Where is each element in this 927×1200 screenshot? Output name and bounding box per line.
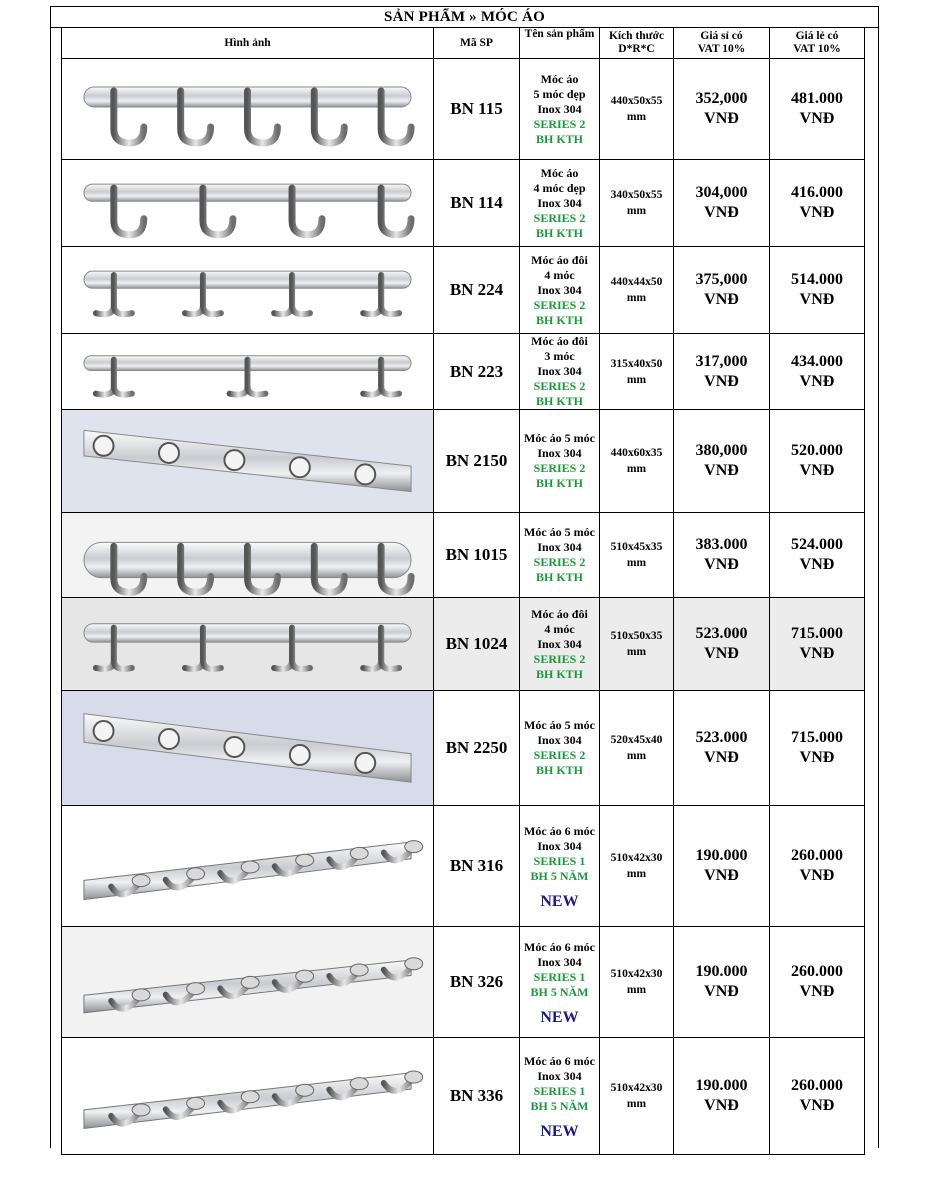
wholesale-price: 190.000 <box>695 1077 748 1094</box>
currency: VNĐ <box>704 749 739 766</box>
product-code-cell <box>434 806 520 927</box>
product-name-line: Móc áo 6 móc <box>524 823 595 838</box>
table-row <box>62 691 865 806</box>
currency: VNĐ <box>799 204 835 221</box>
warranty-label: BH KTH <box>535 666 583 681</box>
table-row <box>62 513 865 598</box>
product-size: 315x40x50 <box>610 357 663 370</box>
retail-price-cell <box>770 598 865 691</box>
warranty-label: BH KTH <box>535 225 583 240</box>
product-size-cell <box>600 59 674 160</box>
wholesale-price-cell <box>674 513 770 598</box>
wholesale-price-cell <box>674 160 770 247</box>
product-name-line: Móc áo <box>540 71 579 86</box>
product-code: BN 1024 <box>445 634 508 653</box>
product-name-line: Inox 304 <box>537 446 582 460</box>
size-unit: mm <box>626 1098 647 1110</box>
product-name-cell <box>520 806 600 927</box>
product-code: BN 224 <box>449 280 504 299</box>
series-label: SERIES 2 <box>533 379 586 393</box>
wholesale-price: 352,000 <box>695 90 748 107</box>
header-wholesale-line2: VAT 10% <box>697 43 746 55</box>
header-wholesale-line1: Giá sỉ có <box>700 30 743 42</box>
product-name-line: 5 móc dẹp <box>533 86 586 101</box>
product-size: 510x42x30 <box>610 1082 663 1094</box>
product-code-cell <box>434 927 520 1038</box>
product-code-cell <box>434 598 520 691</box>
product-code-cell <box>434 334 520 410</box>
retail-price: 715.000 <box>791 729 843 746</box>
table-row <box>62 806 865 927</box>
product-image-cell <box>62 334 434 410</box>
product-name-line: Móc áo 5 móc <box>524 431 595 445</box>
header-name-label: Tên sản phẩm <box>524 28 595 40</box>
product-name-line: Inox 304 <box>537 540 582 554</box>
product-size-cell <box>600 691 674 806</box>
size-unit: mm <box>626 646 647 658</box>
product-code-cell <box>434 160 520 247</box>
product-size: 520x45x40 <box>610 734 663 746</box>
product-name-line: Inox 304 <box>537 733 582 747</box>
product-size-cell <box>600 598 674 691</box>
product-photo <box>62 513 433 597</box>
currency: VNĐ <box>704 556 739 573</box>
product-image-cell <box>62 410 434 513</box>
product-code: BN 223 <box>449 361 504 381</box>
product-code-cell <box>434 1038 520 1155</box>
product-code: BN 316 <box>449 856 504 875</box>
retail-price: 260.000 <box>791 1077 843 1094</box>
wholesale-price: 190.000 <box>695 847 748 864</box>
product-size: 340x50x55 <box>610 189 663 201</box>
product-photo <box>62 335 433 409</box>
product-size: 440x44x50 <box>610 276 663 288</box>
product-code: BN 2150 <box>445 451 508 470</box>
retail-price: 481.000 <box>791 90 843 107</box>
product-name-cell <box>520 160 600 247</box>
product-size-cell <box>600 247 674 334</box>
product-name-line: Móc áo 5 móc <box>524 525 595 539</box>
product-code-cell <box>434 247 520 334</box>
product-name-line: 4 móc <box>544 267 575 282</box>
currency: VNĐ <box>799 645 835 662</box>
size-unit: mm <box>626 868 647 880</box>
product-table <box>61 27 865 1155</box>
wholesale-price: 523.000 <box>695 625 748 642</box>
currency: VNĐ <box>799 867 835 884</box>
retail-price: 514.000 <box>791 271 843 288</box>
header-code-label: Mã SP <box>460 36 493 49</box>
wholesale-price: 375,000 <box>695 271 748 288</box>
warranty-label: BH KTH <box>535 394 583 408</box>
retail-price-cell <box>770 927 865 1038</box>
currency: VNĐ <box>799 983 835 1000</box>
currency: VNĐ <box>799 1097 835 1114</box>
product-code-cell <box>434 513 520 598</box>
series-label: SERIES 2 <box>533 297 586 312</box>
new-badge: NEW <box>540 1008 579 1026</box>
warranty-label: BH KTH <box>535 312 583 327</box>
product-photo <box>62 927 433 1037</box>
currency: VNĐ <box>704 110 739 127</box>
retail-price-cell <box>770 806 865 927</box>
currency: VNĐ <box>704 983 739 1000</box>
currency: VNĐ <box>704 867 739 884</box>
product-name-line: Móc áo đôi <box>531 606 588 621</box>
retail-price-cell <box>770 59 865 160</box>
product-name-line: Móc áo 5 móc <box>524 718 595 732</box>
retail-price-cell <box>770 334 865 410</box>
warranty-label: BH KTH <box>535 570 583 584</box>
product-name-line: Móc áo 6 móc <box>524 939 595 954</box>
product-size: 510x50x35 <box>610 630 663 642</box>
product-name-cell <box>520 334 600 410</box>
retail-price: 715.000 <box>791 625 843 642</box>
header-image <box>62 28 434 59</box>
wholesale-price-cell <box>674 247 770 334</box>
product-name-line: 3 móc <box>544 349 575 363</box>
product-image-cell <box>62 513 434 598</box>
header-image-label: Hình ảnh <box>224 36 271 49</box>
product-code-cell <box>434 410 520 513</box>
product-size-cell <box>600 160 674 247</box>
product-code: BN 114 <box>450 193 503 212</box>
wholesale-price: 190.000 <box>695 963 748 980</box>
retail-price: 260.000 <box>791 847 843 864</box>
product-name-cell <box>520 927 600 1038</box>
product-code: BN 336 <box>449 1086 504 1105</box>
size-unit: mm <box>626 292 647 304</box>
product-photo <box>62 806 433 926</box>
product-name-line: 4 móc <box>544 621 575 636</box>
table-row <box>62 160 865 247</box>
product-name-cell <box>520 59 600 160</box>
product-name-cell <box>520 410 600 513</box>
currency: VNĐ <box>704 204 739 221</box>
table-row <box>62 1038 865 1155</box>
currency: VNĐ <box>799 291 835 308</box>
wholesale-price: 304,000 <box>695 184 748 201</box>
new-badge: NEW <box>540 1122 579 1140</box>
wholesale-price-cell <box>674 598 770 691</box>
product-image-cell <box>62 160 434 247</box>
product-code: BN 1015 <box>445 545 508 564</box>
wholesale-price-cell <box>674 410 770 513</box>
retail-price: 260.000 <box>791 963 843 980</box>
size-unit: mm <box>626 111 647 123</box>
product-name-line: Inox 304 <box>537 364 582 378</box>
warranty-label: BH 5 NĂM <box>530 984 589 999</box>
product-name-cell <box>520 691 600 806</box>
series-label: SERIES 2 <box>533 651 586 666</box>
series-label: SERIES 2 <box>533 116 586 131</box>
product-name-cell <box>520 247 600 334</box>
currency: VNĐ <box>704 1097 739 1114</box>
series-label: SERIES 2 <box>533 748 586 762</box>
currency: VNĐ <box>799 110 835 127</box>
size-unit: mm <box>626 557 647 569</box>
series-label: SERIES 1 <box>533 853 586 868</box>
retail-price-cell <box>770 691 865 806</box>
header-code <box>434 28 520 59</box>
series-label: SERIES 2 <box>533 555 586 569</box>
product-code: BN 326 <box>449 972 504 991</box>
currency: VNĐ <box>704 462 739 479</box>
product-size: 510x42x30 <box>610 852 663 864</box>
wholesale-price-cell <box>674 59 770 160</box>
wholesale-price-cell <box>674 691 770 806</box>
warranty-label: BH 5 NĂM <box>530 868 589 883</box>
product-image-cell <box>62 247 434 334</box>
table-header-row <box>62 28 865 59</box>
wholesale-price-cell <box>674 334 770 410</box>
header-size-line1: Kích thước <box>608 30 665 42</box>
warranty-label: BH KTH <box>535 763 583 777</box>
series-label: SERIES 2 <box>533 461 586 475</box>
page-title: SẢN PHẨM » MÓC ÁO <box>51 7 878 28</box>
currency: VNĐ <box>704 372 739 390</box>
warranty-label: BH 5 NĂM <box>530 1098 589 1113</box>
size-unit: mm <box>626 373 647 386</box>
header-size <box>600 28 674 59</box>
product-size: 510x45x35 <box>610 541 663 553</box>
retail-price-cell <box>770 247 865 334</box>
product-code: BN 2250 <box>445 738 508 757</box>
size-unit: mm <box>626 750 647 762</box>
wholesale-price: 317,000 <box>695 352 748 370</box>
retail-price: 520.000 <box>791 442 843 459</box>
series-label: SERIES 1 <box>533 1083 586 1098</box>
retail-price: 416.000 <box>791 184 843 201</box>
currency: VNĐ <box>799 372 835 390</box>
header-retail <box>770 28 865 59</box>
product-size: 440x60x35 <box>610 447 663 459</box>
product-size: 510x42x30 <box>610 968 663 980</box>
size-unit: mm <box>626 463 647 475</box>
product-name-cell <box>520 513 600 598</box>
product-name-line: Inox 304 <box>537 101 582 116</box>
currency: VNĐ <box>799 462 835 479</box>
retail-price-cell <box>770 1038 865 1155</box>
product-name-cell <box>520 598 600 691</box>
header-size-line2: D*R*C <box>618 43 655 55</box>
retail-price-cell <box>770 513 865 598</box>
product-name-line: Móc áo đôi <box>531 334 588 348</box>
wholesale-price-cell <box>674 927 770 1038</box>
warranty-label: BH KTH <box>535 476 583 490</box>
size-unit: mm <box>626 984 647 996</box>
table-row <box>62 59 865 160</box>
currency: VNĐ <box>799 556 835 573</box>
new-badge: NEW <box>540 892 579 910</box>
product-name-line: Inox 304 <box>537 1068 582 1083</box>
table-row <box>62 247 865 334</box>
currency: VNĐ <box>799 749 835 766</box>
header-name <box>520 28 600 59</box>
table-row <box>62 598 865 691</box>
product-code-cell <box>434 59 520 160</box>
series-label: SERIES 1 <box>533 969 586 984</box>
currency: VNĐ <box>704 645 739 662</box>
wholesale-price: 383.000 <box>695 536 748 553</box>
product-photo <box>62 410 433 512</box>
product-image-cell <box>62 1038 434 1155</box>
product-size-cell <box>600 334 674 410</box>
product-photo <box>62 160 433 246</box>
size-unit: mm <box>626 205 647 217</box>
product-name-line: Móc áo đôi <box>531 252 588 267</box>
product-image-cell <box>62 59 434 160</box>
product-size-cell <box>600 927 674 1038</box>
product-size: 440x50x55 <box>610 95 663 107</box>
product-image-cell <box>62 927 434 1038</box>
product-size-cell <box>600 410 674 513</box>
header-wholesale <box>674 28 770 59</box>
retail-price-cell <box>770 160 865 247</box>
product-photo <box>62 691 433 805</box>
product-name-line: Móc áo <box>540 165 579 180</box>
product-photo <box>62 59 433 159</box>
table-row <box>62 927 865 1038</box>
product-name-line: 4 móc dẹp <box>533 180 586 195</box>
product-name-line: Inox 304 <box>537 954 582 969</box>
product-code-cell <box>434 691 520 806</box>
product-size-cell <box>600 1038 674 1155</box>
wholesale-price-cell <box>674 806 770 927</box>
product-image-cell <box>62 806 434 927</box>
product-size-cell <box>600 513 674 598</box>
product-image-cell <box>62 598 434 691</box>
table-row <box>62 410 865 513</box>
retail-price: 524.000 <box>791 536 843 553</box>
product-photo <box>62 1038 433 1154</box>
product-photo <box>62 247 433 333</box>
product-name-cell <box>520 1038 600 1155</box>
series-label: SERIES 2 <box>533 210 586 225</box>
header-retail-line1: Giá lẻ có <box>795 30 839 42</box>
product-name-line: Inox 304 <box>537 282 582 297</box>
wholesale-price: 380,000 <box>695 442 748 459</box>
product-name-line: Inox 304 <box>537 195 582 210</box>
header-retail-line2: VAT 10% <box>793 43 841 55</box>
product-code: BN 115 <box>450 99 503 118</box>
currency: VNĐ <box>704 291 739 308</box>
retail-price: 434.000 <box>791 352 843 370</box>
product-name-line: Inox 304 <box>537 636 582 651</box>
product-size-cell <box>600 806 674 927</box>
wholesale-price: 523.000 <box>695 729 748 746</box>
product-image-cell <box>62 691 434 806</box>
product-name-line: Inox 304 <box>537 838 582 853</box>
warranty-label: BH KTH <box>535 131 583 146</box>
retail-price-cell <box>770 410 865 513</box>
table-row <box>62 334 865 410</box>
product-photo <box>62 598 433 690</box>
wholesale-price-cell <box>674 1038 770 1155</box>
product-name-line: Móc áo 6 móc <box>524 1053 595 1068</box>
